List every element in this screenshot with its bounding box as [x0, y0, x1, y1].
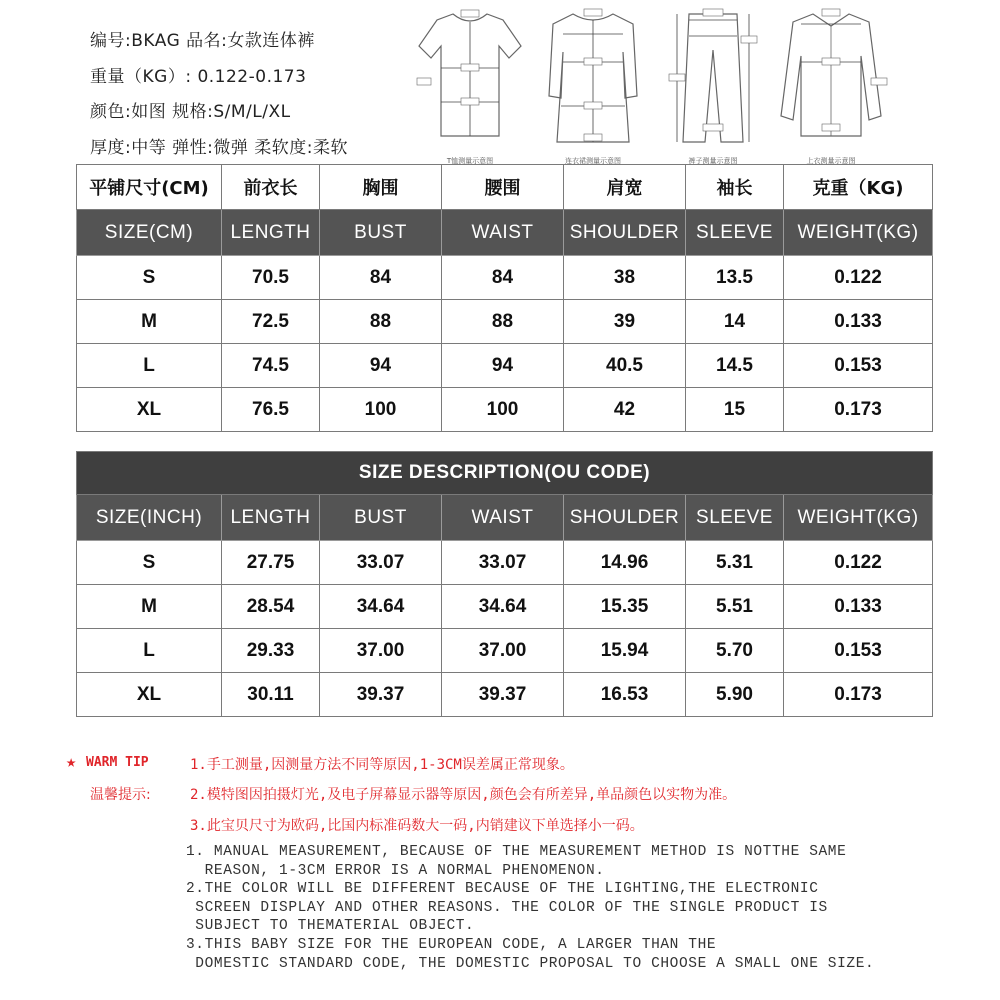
- table-cell: 42: [564, 388, 686, 432]
- star-icon: ★: [66, 752, 77, 772]
- table-header-cn: [77, 165, 933, 210]
- table-cell: 30.11: [222, 673, 320, 717]
- header-cell: WAIST: [442, 210, 564, 256]
- header-cell: SLEEVE: [686, 495, 784, 541]
- table-cell: 27.75: [222, 541, 320, 585]
- table-cell: 0.153: [784, 344, 933, 388]
- table-cell: 94: [320, 344, 442, 388]
- table-cell: 0.122: [784, 541, 933, 585]
- header-cell: 肩宽: [564, 165, 686, 210]
- pants-sketch: [663, 6, 763, 166]
- table-cell: 72.5: [222, 300, 320, 344]
- header-cell: SLEEVE: [686, 210, 784, 256]
- table-cell: L: [77, 344, 222, 388]
- header-cell: SHOULDER: [564, 210, 686, 256]
- table-cell: 40.5: [564, 344, 686, 388]
- table-row: [77, 256, 933, 300]
- table-cell: 0.122: [784, 256, 933, 300]
- table-cell: 14.5: [686, 344, 784, 388]
- table-cell: 15.94: [564, 629, 686, 673]
- product-code-name: 编号:BKAG 品名:女款连体裤: [90, 31, 315, 51]
- sketch-caption: T恤测量示意图: [446, 157, 494, 165]
- dress-sketch-icon: [533, 6, 653, 154]
- table-cell: 100: [320, 388, 442, 432]
- table-cell: 84: [442, 256, 564, 300]
- dress-sketch: [533, 6, 653, 166]
- table-cell: M: [77, 585, 222, 629]
- header-cell: 袖长: [686, 165, 784, 210]
- table-cell: XL: [77, 673, 222, 717]
- table-cell: L: [77, 629, 222, 673]
- table-cell: 14: [686, 300, 784, 344]
- header-cell: 克重（KG): [784, 165, 933, 210]
- header-cell: BUST: [320, 495, 442, 541]
- header-cell: LENGTH: [222, 210, 320, 256]
- table-cell: XL: [77, 388, 222, 432]
- table-cell: 15: [686, 388, 784, 432]
- size-table-inch: [76, 451, 933, 717]
- table-row: [77, 673, 933, 717]
- table-cell: 76.5: [222, 388, 320, 432]
- table-cell: 14.96: [564, 541, 686, 585]
- header-cell: LENGTH: [222, 495, 320, 541]
- header-cell: BUST: [320, 210, 442, 256]
- header-cell: SIZE(INCH): [77, 495, 222, 541]
- header-cell: WAIST: [442, 495, 564, 541]
- product-fabric-props: 厚度:中等 弹性:微弹 柔软度:柔软: [90, 138, 348, 158]
- header-cell: 腰围: [442, 165, 564, 210]
- table-cell: 34.64: [442, 585, 564, 629]
- sketch-caption: 上衣测量示意图: [806, 157, 856, 165]
- table-cell: S: [77, 256, 222, 300]
- cn-note-2: 2.模特图因拍摄灯光,及电子屏幕显示器等原因,颜色会有所差异,单品颜色以实物为准。: [190, 787, 737, 803]
- english-notes: 1. MANUAL MEASUREMENT, BECAUSE OF THE MEASUREMENT METHOD IS NOTTHE SAME REASON, 1-3CM ERROR IS A NORMAL PHENOMENON. 2.THE COLOR WILL BE DIFFERENT BECAUSE OF THE LIGHTING,THE ELECTRONIC SCREEN DISPLAY AND OTHER REASONS. THE COLOR OF THE SINGLE PRODUCT IS SUBJECT TO THEMATERIAL OBJECT. 3.THIS BABY SIZE FOR THE EUROPEAN CODE, A LARGER THAN THE DOMESTIC STANDARD CODE, THE DOMESTIC PROPOSAL TO CHOOSE A SMALL ONE SIZE.: [186, 844, 875, 972]
- pants-sketch-icon: [663, 6, 763, 154]
- table-cell: 0.133: [784, 585, 933, 629]
- cn-note-3: 3.此宝贝尺寸为欧码,比国内标准码数大一码,内销建议下单选择小一码。: [190, 818, 644, 834]
- table-title-row: [77, 452, 933, 495]
- table-header-en: [77, 495, 933, 541]
- table-cell: 34.64: [320, 585, 442, 629]
- shirt-sketch: [771, 6, 891, 166]
- table-cell: 16.53: [564, 673, 686, 717]
- table-row: [77, 585, 933, 629]
- table-cell: 15.35: [564, 585, 686, 629]
- table-cell: M: [77, 300, 222, 344]
- table-cell: 33.07: [442, 541, 564, 585]
- table-row: [77, 344, 933, 388]
- table-cell: 29.33: [222, 629, 320, 673]
- header-cell: 前衣长: [222, 165, 320, 210]
- table-cell: 37.00: [320, 629, 442, 673]
- table-cell: 0.133: [784, 300, 933, 344]
- table-cell: 0.173: [784, 673, 933, 717]
- table-cell: 88: [320, 300, 442, 344]
- table-cell: 39: [564, 300, 686, 344]
- table-cell: S: [77, 541, 222, 585]
- header-cell: 平铺尺寸(CM): [77, 165, 222, 210]
- sketch-caption: 连衣裙测量示意图: [565, 157, 621, 165]
- header-cell: SIZE(CM): [77, 210, 222, 256]
- warm-tip-label: WARM TIP: [86, 755, 149, 770]
- measurement-sketches: [415, 6, 895, 166]
- table-row: [77, 629, 933, 673]
- table-row: [77, 300, 933, 344]
- tshirt-sketch-icon: [415, 6, 525, 154]
- table-cell: 5.70: [686, 629, 784, 673]
- size-table-cm: [76, 164, 933, 432]
- table-header-en: [77, 210, 933, 256]
- table-cell: 70.5: [222, 256, 320, 300]
- header-cell: 胸围: [320, 165, 442, 210]
- header-cell: WEIGHT(KG): [784, 210, 933, 256]
- table-cell: 0.173: [784, 388, 933, 432]
- table-row: [77, 388, 933, 432]
- sketch-caption: 裤子测量示意图: [688, 157, 738, 165]
- table-cell: 94: [442, 344, 564, 388]
- table-cell: 39.37: [442, 673, 564, 717]
- table-cell: 0.153: [784, 629, 933, 673]
- table-cell: 5.31: [686, 541, 784, 585]
- table-cell: 33.07: [320, 541, 442, 585]
- table-cell: 88: [442, 300, 564, 344]
- table-cell: 5.51: [686, 585, 784, 629]
- table-row: [77, 541, 933, 585]
- table-cell: 13.5: [686, 256, 784, 300]
- header-cell: WEIGHT(KG): [784, 495, 933, 541]
- product-color-spec: 颜色:如图 规格:S/M/L/XL: [90, 102, 291, 122]
- shirt-sketch-icon: [771, 6, 891, 154]
- header-cell: SHOULDER: [564, 495, 686, 541]
- warm-tip-label-cn: 温馨提示:: [90, 787, 151, 803]
- table-cell: 39.37: [320, 673, 442, 717]
- table-cell: 28.54: [222, 585, 320, 629]
- table-cell: 100: [442, 388, 564, 432]
- table-cell: 5.90: [686, 673, 784, 717]
- cn-note-1: 1.手工测量,因测量方法不同等原因,1-3CM误差属正常现象。: [190, 757, 574, 773]
- table-cell: 37.00: [442, 629, 564, 673]
- table-cell: 38: [564, 256, 686, 300]
- table-cell: 74.5: [222, 344, 320, 388]
- tshirt-sketch: [415, 6, 525, 166]
- table-cell: 84: [320, 256, 442, 300]
- table-title: SIZE DESCRIPTION(OU CODE): [77, 452, 933, 495]
- product-weight: 重量（KG）: 0.122-0.173: [90, 67, 307, 87]
